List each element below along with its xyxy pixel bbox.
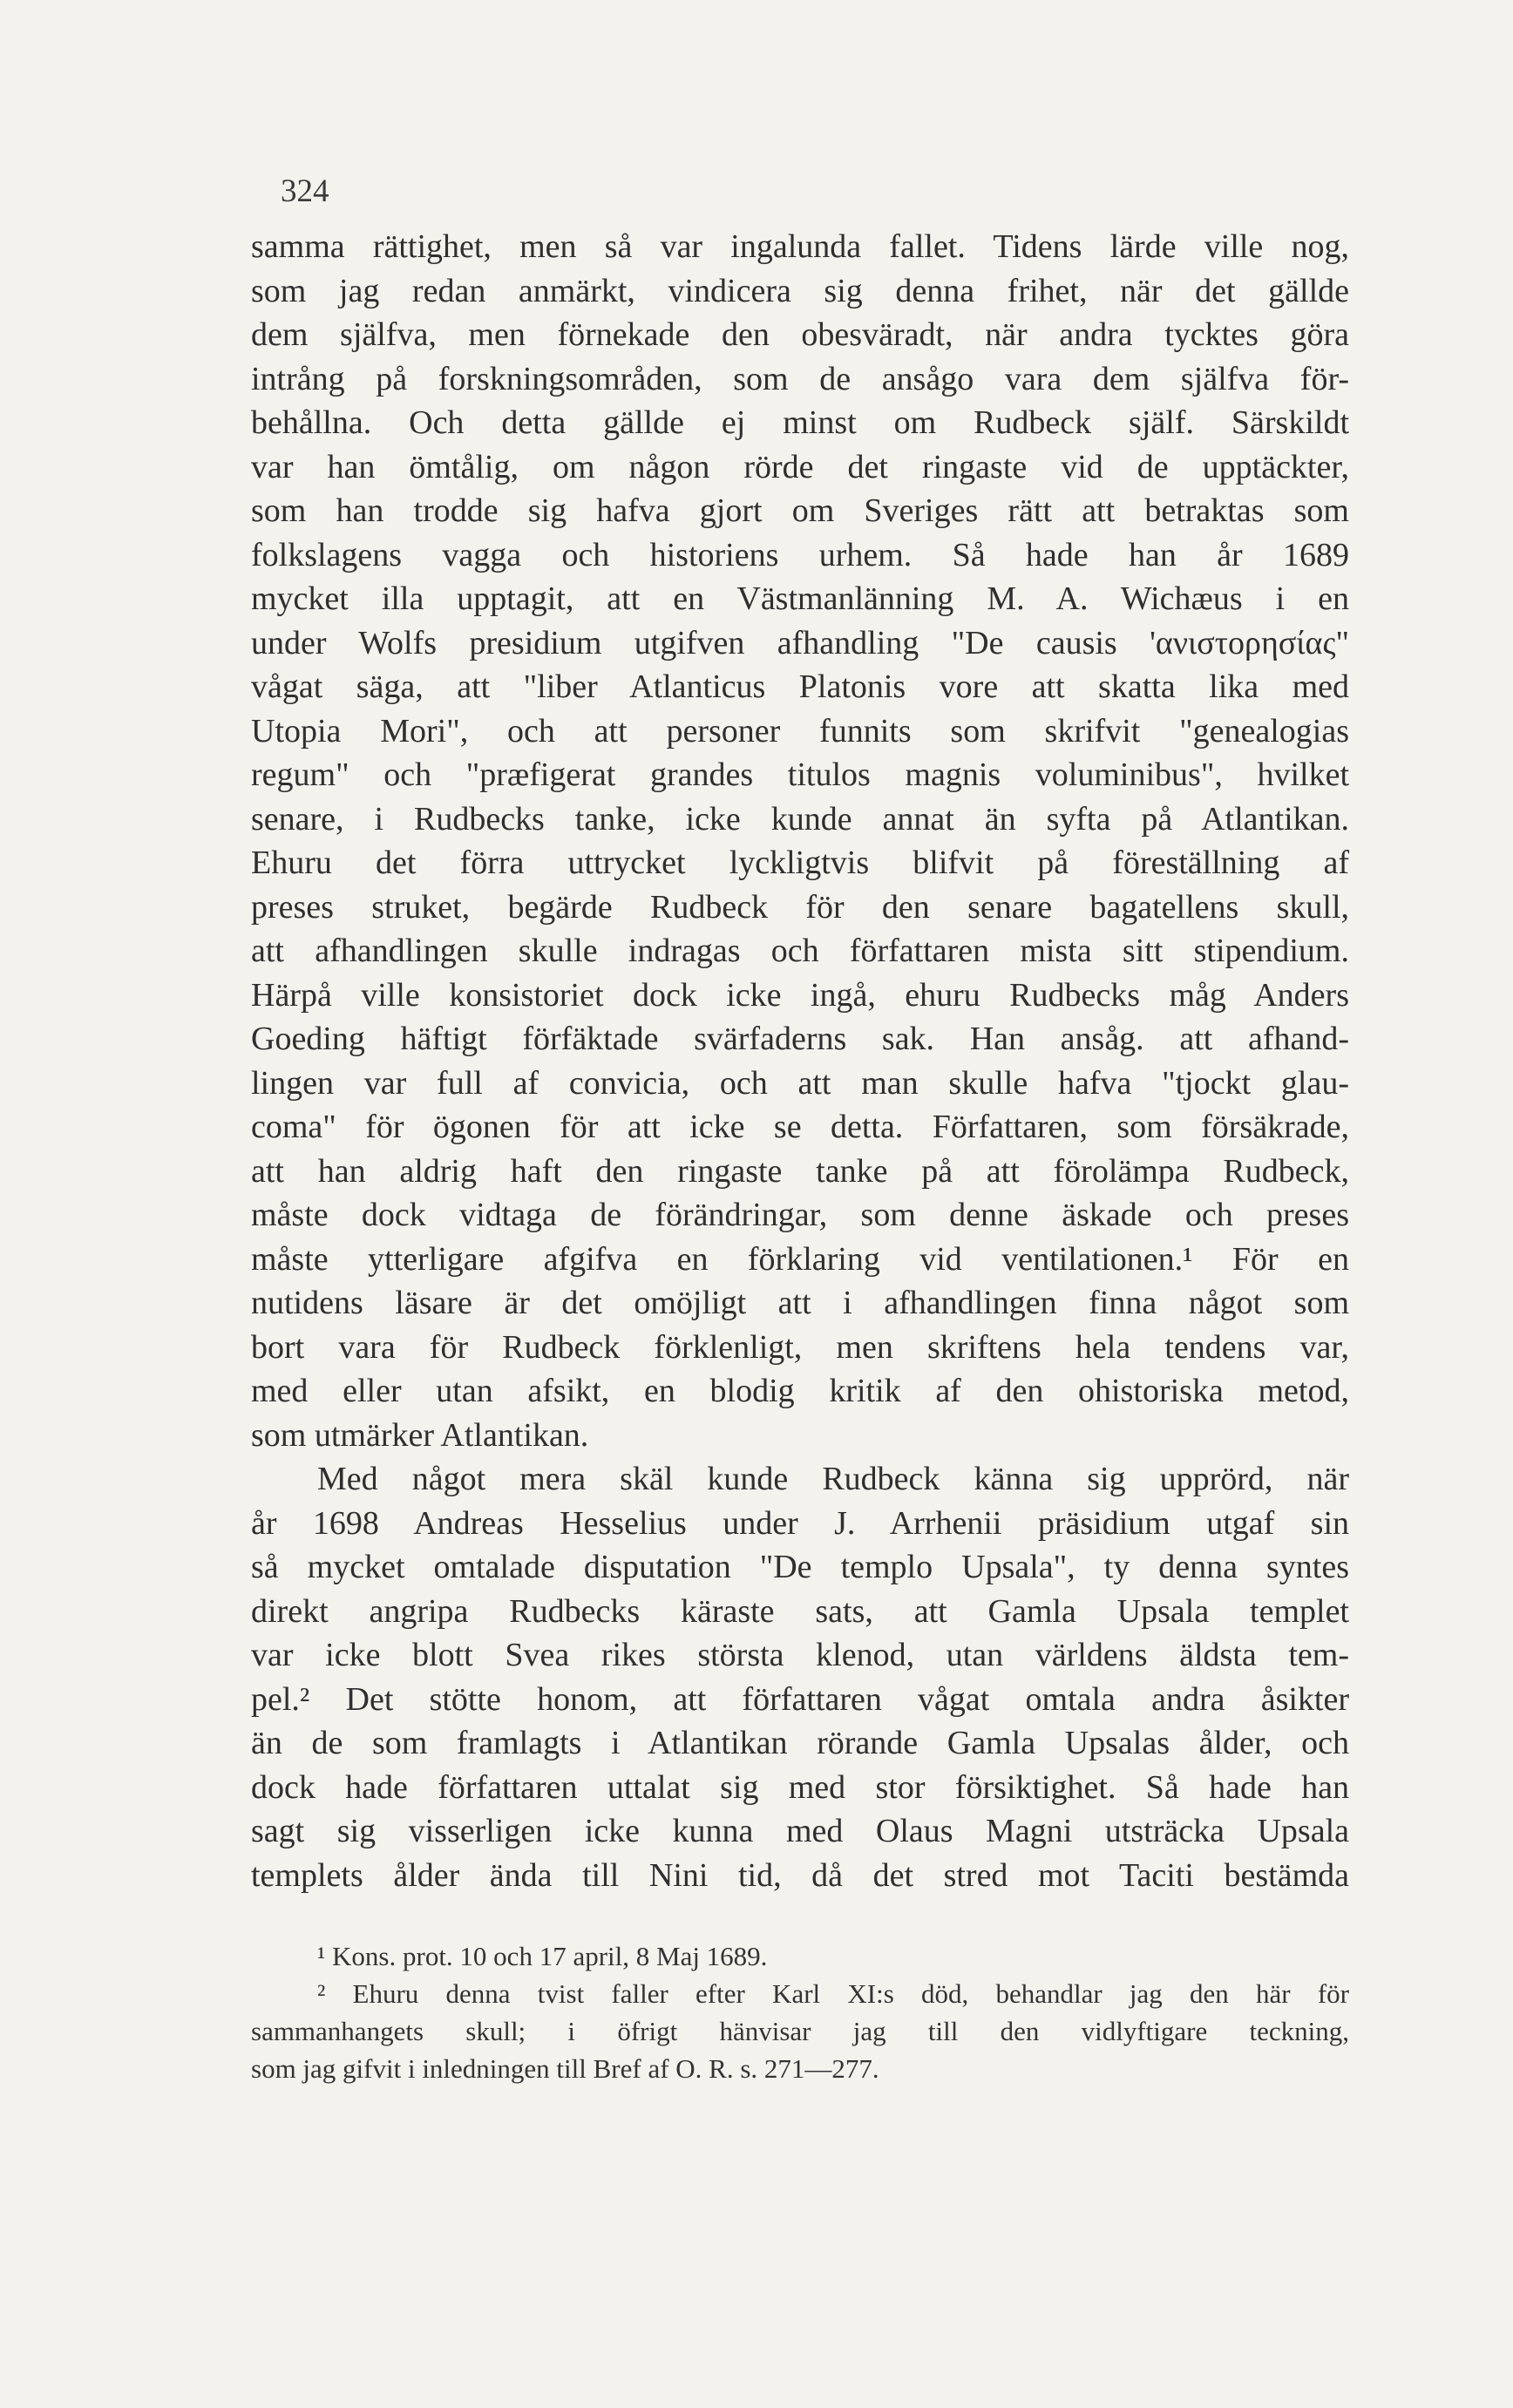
text-line: var han ömtålig, om någon rörde det ringaste vid de upptäckter, bbox=[251, 448, 1349, 485]
footnote-2: ² Ehuru denna tvist faller efter Karl XI:s död, behandlar jag den här för bbox=[317, 1978, 1349, 2009]
text-line: att han aldrig haft den ringaste tanke på att förolämpa Rudbeck, bbox=[251, 1152, 1349, 1190]
text-line: direkt angripa Rudbecks käraste sats, att Gamla Upsala templet bbox=[251, 1592, 1349, 1630]
text-line: så mycket omtalade disputation "De templo Upsala", ty denna syntes bbox=[251, 1549, 1349, 1585]
text-line: att afhandlingen skulle indragas och författaren mista sitt stipendium. bbox=[251, 933, 1349, 969]
text-line: mycket illa upptagit, att en Västmanlänning M. A. Wichæus i en bbox=[251, 580, 1349, 617]
text-line: som utmärker Atlantikan. bbox=[251, 1416, 589, 1454]
text-line: pel.² Det stötte honom, att författaren vågat omtala andra åsikter bbox=[251, 1680, 1349, 1718]
text-line: coma" för ögonen för att icke se detta. Författaren, som försäkrade, bbox=[251, 1109, 1349, 1145]
text-line: Ehuru det förra uttrycket lyckligtvis blifvit på föreställning af bbox=[251, 844, 1349, 881]
text-line: som jag redan anmärkt, vindicera sig denna frihet, när det gällde bbox=[251, 272, 1349, 309]
text-line: lingen var full af convicia, och att man skulle hafva "tjockt glau- bbox=[251, 1064, 1349, 1102]
footnote-1: ¹ Kons. prot. 10 och 17 april, 8 Maj 1689. bbox=[317, 1941, 768, 1971]
text-line: måste dock vidtaga de förändringar, som denne äskade och preses bbox=[251, 1197, 1349, 1233]
text-line: behållna. Och detta gällde ej minst om Rudbeck själf. Särskildt bbox=[251, 404, 1349, 441]
text-line: Utopia Mori", och att personer funnits som skrifvit "genealogias bbox=[251, 712, 1349, 750]
text-line: Härpå ville konsistoriet dock icke ingå, ehuru Rudbecks måg Anders bbox=[251, 976, 1349, 1014]
text-line: måste ytterligare afgifva en förklaring vid ventilationen.¹ För en bbox=[251, 1240, 1349, 1278]
footnotes bbox=[251, 1937, 1349, 2087]
text-line: intrång på forskningsområden, som de ansågo vara dem själfva för- bbox=[251, 360, 1349, 397]
text-line: Med något mera skäl kunde Rudbeck känna sig upprörd, när bbox=[317, 1461, 1349, 1497]
text-line: Goeding häftigt förfäktade svärfaderns sak. Han ansåg. att afhand- bbox=[251, 1021, 1349, 1057]
text-line: folkslagens vagga och historiens urhem. Så hade han år 1689 bbox=[251, 536, 1349, 573]
text-line: som han trodde sig hafva gjort om Sveriges rätt att betraktas som bbox=[251, 492, 1349, 529]
text-line: nutidens läsare är det omöjligt att i afhandlingen finna något som bbox=[251, 1285, 1349, 1321]
footnote-2-continued: sammanhangets skull; i öfrigt hänvisar jag till den vidlyftigare teckning, bbox=[251, 2016, 1349, 2046]
text-line: var icke blott Svea rikes största klenod, utan världens äldsta tem- bbox=[251, 1637, 1349, 1673]
text-line: senare, i Rudbecks tanke, icke kunde annat än syfta på Atlantikan. bbox=[251, 800, 1349, 838]
text-line: sagt sig visserligen icke kunna med Olaus Magni utsträcka Upsala bbox=[251, 1813, 1349, 1849]
text-line: under Wolfs presidium utgifven afhandling "De causis 'ανιστορησίας" bbox=[251, 624, 1349, 661]
text-line: samma rättighet, men så var ingalunda fallet. Tidens lärde ville nog, bbox=[251, 228, 1349, 265]
page-number: 324 bbox=[281, 173, 329, 209]
text-line: regum" och "præfigerat grandes titulos magnis voluminibus", hvilket bbox=[251, 756, 1349, 793]
text-line: vågat säga, att "liber Atlanticus Platonis vore att skatta lika med bbox=[251, 668, 1349, 705]
text-line: dock hade författaren uttalat sig med stor försiktighet. Så hade han bbox=[251, 1768, 1349, 1806]
text-line: år 1698 Andreas Hesselius under J. Arrhenii präsidium utgaf sin bbox=[251, 1504, 1349, 1542]
text-line: preses struket, begärde Rudbeck för den senare bagatellens skull, bbox=[251, 888, 1349, 926]
footnote-2-continued: som jag gifvit i inledningen till Bref af O. R. s. 271—277. bbox=[251, 2053, 879, 2084]
text-line: bort vara för Rudbeck förklenligt, men skriftens hela tendens var, bbox=[251, 1328, 1349, 1366]
text-line: templets ålder ända till Nini tid, då det stred mot Taciti bestämda bbox=[251, 1856, 1349, 1894]
text-line: med eller utan afsikt, en blodig kritik af den ohistoriska metod, bbox=[251, 1373, 1349, 1409]
body-text bbox=[251, 225, 1349, 1897]
text-line: än de som framlagts i Atlantikan rörande Gamla Upsalas ålder, och bbox=[251, 1725, 1349, 1761]
text-line: dem själfva, men förnekade den obesväradt, när andra tycktes göra bbox=[251, 316, 1349, 353]
